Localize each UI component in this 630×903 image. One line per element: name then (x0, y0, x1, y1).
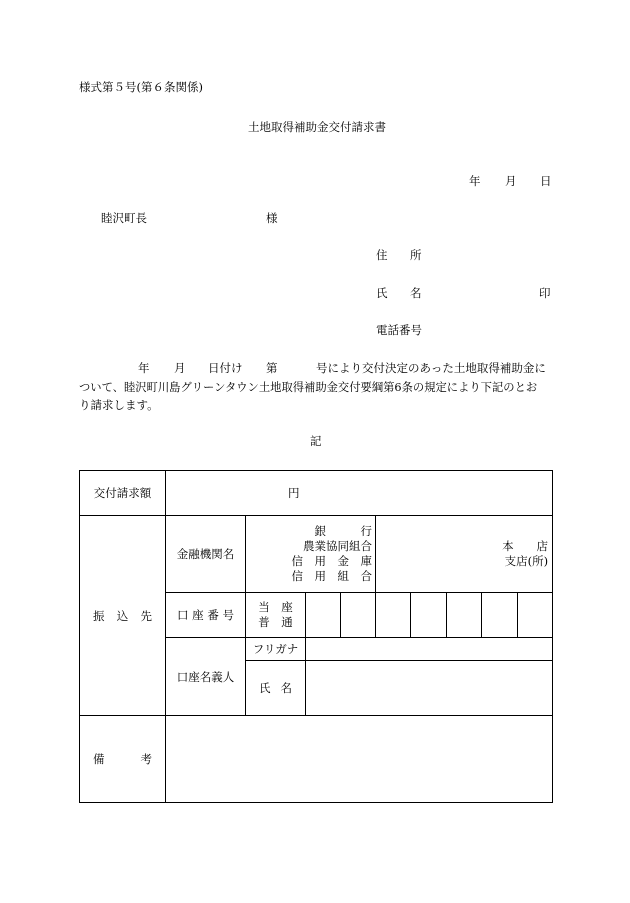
form-number: 様式第５号(第６条関係) (79, 80, 203, 94)
amount-label-cell (80, 471, 166, 516)
body-line2: ついて、睦沢町川島グリーンタウン土地取得補助金交付要綱第6条の規定により下記のとお (79, 381, 538, 394)
address-label-2: 所 (410, 248, 422, 262)
body-month: 月 (174, 361, 186, 375)
bank-name-cell[interactable] (246, 516, 376, 593)
remarks-input[interactable] (166, 716, 553, 803)
date-day: 日 (540, 174, 552, 188)
account-digit-box[interactable] (341, 593, 376, 638)
account-number-label-cell (166, 593, 246, 638)
furigana-label: フリガナ (252, 642, 299, 656)
furigana-label-cell (246, 638, 306, 661)
account-digit-box[interactable] (447, 593, 482, 638)
date-year: 年 (469, 174, 481, 188)
page-title: 土地取得補助金交付請求書 (248, 120, 386, 134)
transfer-label-1: 振 (93, 608, 105, 623)
holder-name-label-cell (246, 661, 306, 716)
body-line3: り請求します。 (79, 398, 159, 412)
branch-type-branch: 支店(所) (504, 554, 549, 568)
account-digit-box[interactable] (482, 593, 518, 638)
name-label-1: 氏 (376, 286, 388, 300)
phone-label: 電話番号 (376, 323, 422, 337)
bank-type-credit-union: 信 用 組 合 (291, 569, 372, 583)
bank-type-agri-coop: 農業協同組合 (303, 539, 372, 553)
bank-type-shinkin: 信 用 金 庫 (291, 554, 372, 568)
body-year: 年 (138, 361, 150, 375)
body-date: 日付け (208, 361, 243, 375)
account-type-current: 当 座 (258, 600, 293, 614)
holder-label: 口座名義人 (176, 669, 235, 684)
furigana-input[interactable] (306, 638, 553, 661)
holder-name-label-1: 氏 (259, 681, 271, 695)
request-table (79, 470, 553, 803)
body-line1-rest: 号により交付決定のあった土地取得補助金に (316, 361, 546, 375)
remarks-label-1: 備 (93, 752, 105, 766)
branch-name-cell[interactable] (376, 516, 553, 593)
body-dai: 第 (266, 361, 278, 375)
name-label-2: 名 (410, 286, 422, 300)
account-digit-box[interactable] (376, 593, 411, 638)
transfer-label-3: 先 (140, 608, 152, 623)
remarks-label-2: 考 (140, 752, 152, 766)
account-number-label: 口 座 番 号 (177, 608, 234, 622)
account-digit-box[interactable] (306, 593, 341, 638)
transfer-label-2: 込 (116, 608, 129, 623)
bank-type-bank: 銀 行 (314, 524, 372, 538)
account-digit-box[interactable] (518, 593, 553, 638)
account-digit-box[interactable] (411, 593, 447, 638)
amount-value-cell[interactable] (166, 471, 553, 516)
addressee-honorific: 様 (266, 211, 278, 225)
amount-label: 交付請求額 (93, 486, 152, 500)
holder-name-label-2: 名 (280, 681, 292, 695)
amount-unit: 円 (288, 486, 300, 500)
bank-label: 金融機関名 (176, 547, 235, 561)
addressee-name: 睦沢町長 (101, 211, 147, 225)
account-type-cell[interactable] (246, 593, 306, 638)
holder-name-input[interactable] (306, 661, 553, 716)
holder-label-cell (166, 638, 246, 716)
address-label-1: 住 (376, 248, 388, 262)
remarks-label-cell (80, 716, 166, 803)
ki-label: 記 (310, 434, 322, 448)
transfer-label-cell (80, 516, 166, 716)
bank-label-cell (166, 516, 246, 593)
account-type-ordinary: 普 通 (258, 615, 293, 629)
date-month: 月 (505, 174, 517, 188)
branch-type-main: 本 店 (502, 539, 549, 553)
seal-mark: 印 (539, 286, 551, 300)
